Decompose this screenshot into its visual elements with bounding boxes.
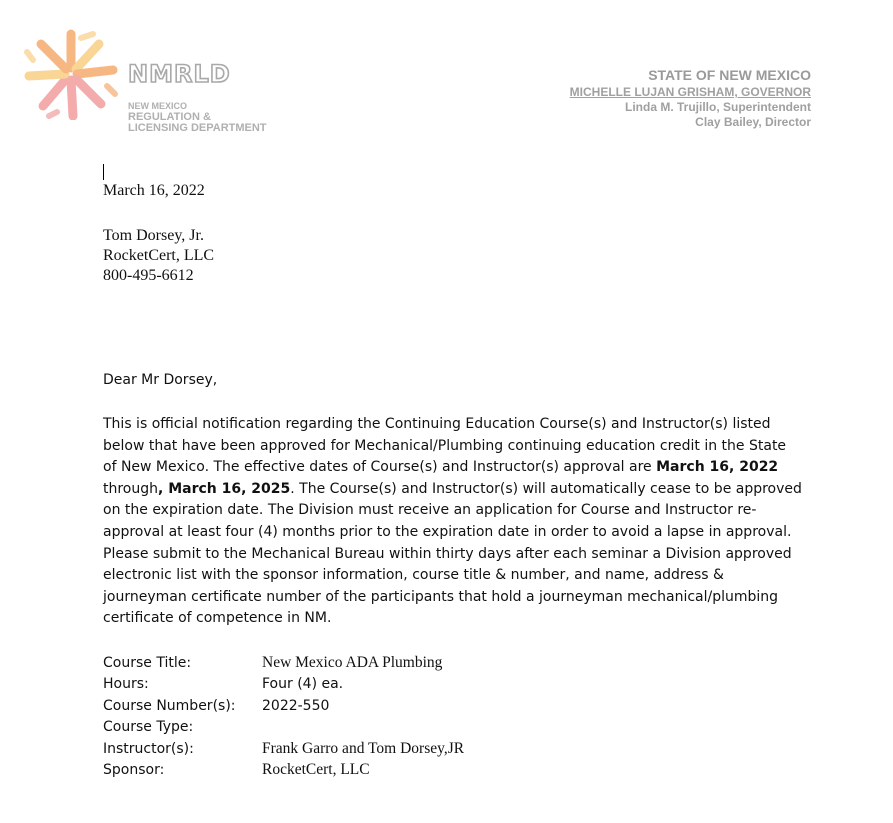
body-text: . The Course(s) and Instructor(s) will automatically cease to be approved on the expiration date. The Division must receive an application for Course and Instructor re-approval at least four (4) months prior to the expiration date in order to avoid a lapse in approval. Please submit to the Mechanical Bureau within thirty days after each seminar a Division approved electronic list with the sponsor information, course title & number, and name, address & journeyman certificate number of the participants that hold a journeyman mechanical/plumbing certificate of competence in NM. bbox=[103, 480, 802, 627]
director-name: Clay Bailey, Director bbox=[695, 115, 811, 129]
nmrld-starburst-logo-icon bbox=[22, 28, 120, 120]
department-line: REGULATION & bbox=[128, 111, 211, 123]
salutation: Dear Mr Dorsey, bbox=[103, 372, 218, 388]
body-text: through bbox=[103, 480, 159, 497]
course-details bbox=[103, 652, 464, 781]
letter-date: March 16, 2022 bbox=[103, 182, 205, 199]
course-row bbox=[103, 652, 464, 674]
department-line: NEW MEXICO bbox=[128, 101, 188, 111]
recipient-address bbox=[103, 226, 214, 286]
course-value: Four (4) ea. bbox=[262, 676, 344, 693]
course-row bbox=[103, 760, 464, 782]
course-value: RocketCert, LLC bbox=[262, 761, 370, 779]
letterhead-officials bbox=[570, 66, 811, 130]
course-value: 2022-550 bbox=[262, 697, 330, 714]
logo-wordmark: NMRLD bbox=[128, 60, 231, 88]
course-label: Instructor(s): bbox=[103, 740, 194, 757]
text-cursor bbox=[103, 164, 104, 180]
course-value: New Mexico ADA Plumbing bbox=[262, 653, 443, 671]
course-label: Course Type: bbox=[103, 719, 194, 736]
recipient-phone: 800-495-6612 bbox=[103, 267, 194, 284]
body-text: This is official notification regarding the Continuing Education Course(s) and Instructor(s) listed below that have been approved for Mechanical/Plumbing continuing education credit in the State of New Mexico. The effective dates of Course(s) and Instructor(s) approval are bbox=[103, 416, 787, 476]
recipient-company: RocketCert, LLC bbox=[103, 247, 215, 264]
course-label: Course Title: bbox=[103, 654, 192, 671]
course-row bbox=[103, 717, 464, 739]
superintendent-name: Linda M. Trujillo, Superintendent bbox=[625, 100, 811, 114]
state-name: STATE OF NEW MEXICO bbox=[648, 67, 811, 83]
course-label: Sponsor: bbox=[103, 762, 165, 779]
course-label: Hours: bbox=[103, 676, 149, 693]
start-date: March 16, 2022 bbox=[656, 459, 779, 476]
course-row bbox=[103, 674, 464, 696]
course-value: Frank Garro and Tom Dorsey,JR bbox=[262, 739, 465, 757]
course-row bbox=[103, 738, 464, 760]
department-line: LICENSING DEPARTMENT bbox=[128, 122, 267, 134]
body-paragraph bbox=[103, 414, 803, 630]
recipient-name: Tom Dorsey, Jr. bbox=[103, 227, 204, 244]
course-label: Course Number(s): bbox=[103, 697, 236, 714]
governor-name: MICHELLE LUJAN GRISHAM, GOVERNOR bbox=[569, 85, 811, 99]
course-row bbox=[103, 695, 464, 717]
end-date: , March 16, 2025 bbox=[158, 480, 291, 497]
department-name bbox=[128, 101, 267, 134]
